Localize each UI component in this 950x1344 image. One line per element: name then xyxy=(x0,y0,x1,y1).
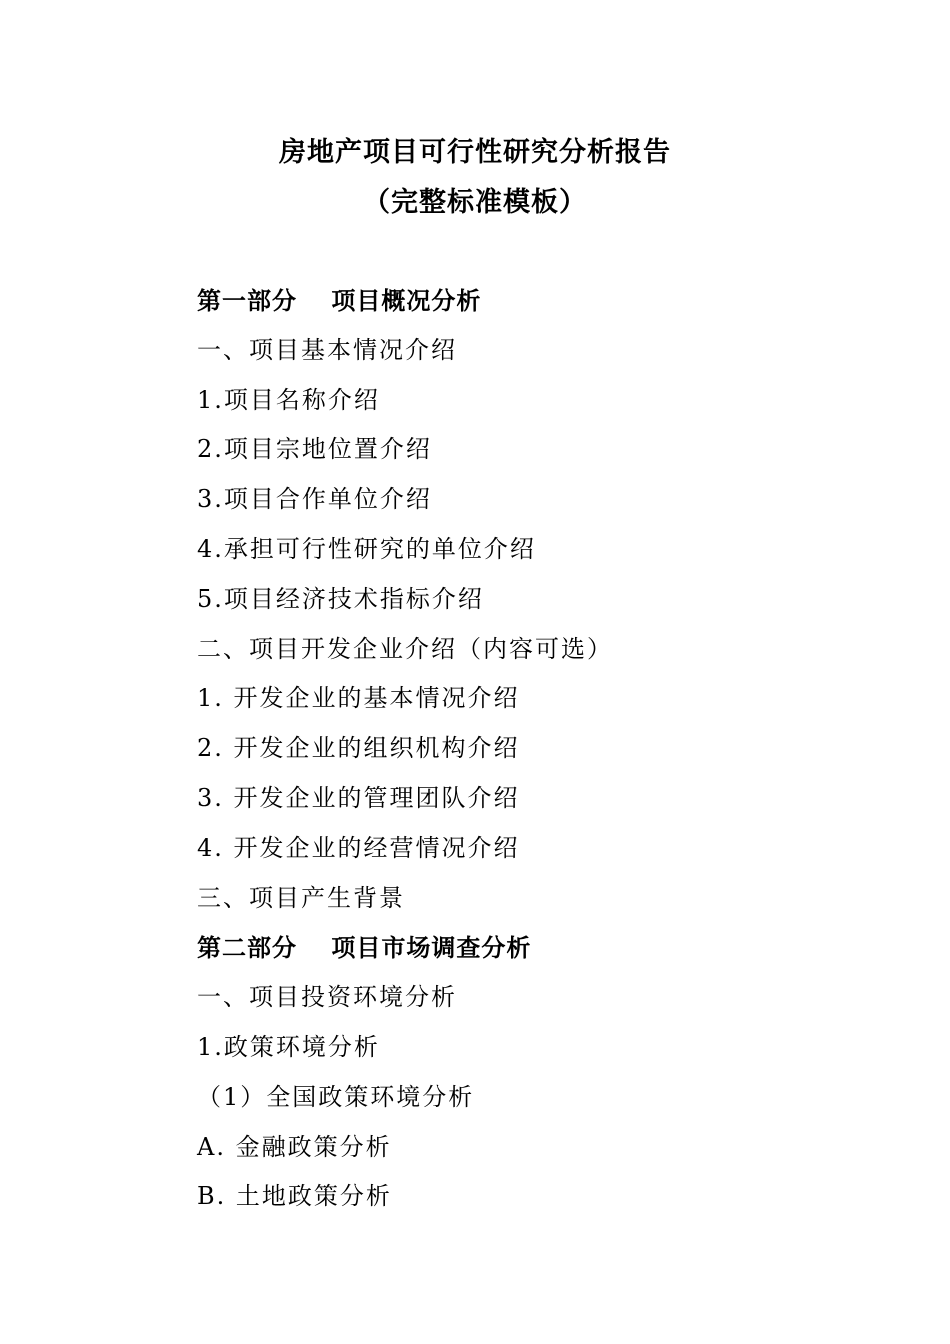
section-heading: 第一部分 项目概况分析 xyxy=(197,286,482,315)
toc-item: 1. 开发企业的基本情况介绍 xyxy=(197,684,520,713)
toc-item: 2. 开发企业的组织机构介绍 xyxy=(197,734,520,763)
toc-item: 3. 开发企业的管理团队介绍 xyxy=(197,783,520,812)
toc-item: （1）全国政策环境分析 xyxy=(197,1082,475,1111)
toc-item: 1.政策环境分析 xyxy=(197,1032,380,1061)
table-of-contents xyxy=(197,276,897,1222)
toc-item: 1.项目名称介绍 xyxy=(197,385,380,414)
section-heading: 第二部分 项目市场调查分析 xyxy=(197,933,532,963)
toc-item: 4.承担可行性研究的单位介绍 xyxy=(197,534,536,563)
document-subtitle: （完整标准模板） xyxy=(363,187,587,218)
toc-item: 一、项目投资环境分析 xyxy=(197,983,457,1012)
toc-item: 3.项目合作单位介绍 xyxy=(197,485,432,514)
toc-item: 5.项目经济技术指标介绍 xyxy=(197,584,484,613)
toc-item: B. 土地政策分析 xyxy=(197,1182,392,1211)
toc-item: 一、项目基本情况介绍 xyxy=(197,335,457,364)
toc-item: 2.项目宗地位置介绍 xyxy=(197,435,432,464)
toc-item: A. 金融政策分析 xyxy=(197,1132,392,1161)
document-title: 房地产项目可行性研究分析报告 xyxy=(279,137,671,168)
toc-item: 三、项目产生背景 xyxy=(197,883,405,912)
toc-item: 二、项目开发企业介绍（内容可选） xyxy=(197,634,613,663)
toc-item: 4. 开发企业的经营情况介绍 xyxy=(197,833,520,862)
title-block xyxy=(0,128,950,228)
